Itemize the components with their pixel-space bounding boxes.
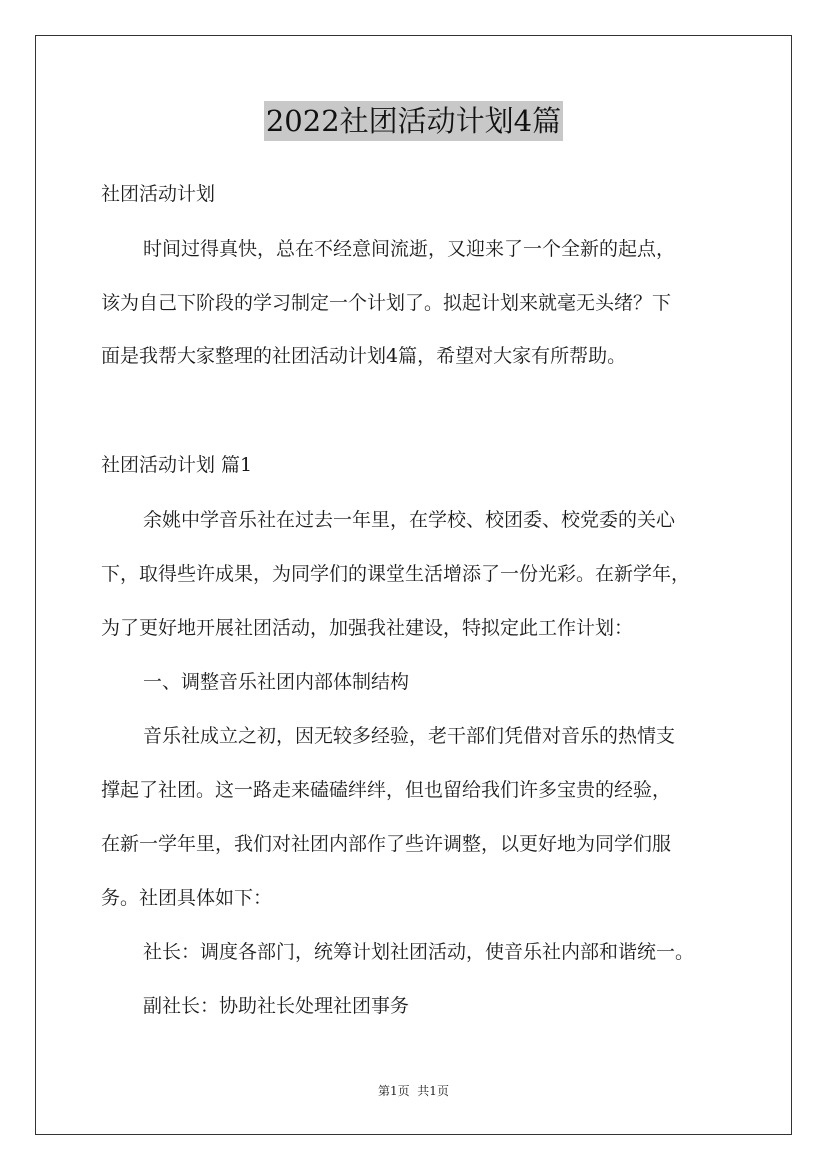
paragraph-line: 时间过得真快，总在不经意间流逝，又迎来了一个全新的起点， bbox=[143, 238, 676, 260]
paragraph-line: 该为自己下阶段的学习制定一个计划了。拟起计划来就毫无头绪？下 bbox=[101, 292, 672, 314]
title-container bbox=[0, 101, 827, 141]
document-title: 2022社团活动计划4篇 bbox=[264, 101, 563, 141]
paragraph-line: 务。社团具体如下： bbox=[101, 887, 273, 909]
section-heading: 社团活动计划 bbox=[101, 183, 216, 205]
subsection-heading: 一、调整音乐社团内部体制结构 bbox=[143, 671, 410, 693]
paragraph-line: 副社长：协助社长处理社团事务 bbox=[143, 995, 410, 1017]
section-heading: 社团活动计划 篇1 bbox=[101, 454, 253, 476]
paragraph-line: 余姚中学音乐社在过去一年里，在学校、校团委、校党委的关心 bbox=[143, 509, 676, 531]
paragraph-line: 面是我帮大家整理的社团活动计划4篇，希望对大家有所帮助。 bbox=[101, 345, 627, 367]
paragraph-line: 下，取得些许成果，为同学们的课堂生活增添了一份光彩。在新学年， bbox=[101, 563, 691, 585]
paragraph-line: 撑起了社团。这一路走来磕磕绊绊，但也留给我们许多宝贵的经验， bbox=[101, 779, 672, 801]
paragraph-line: 在新一学年里，我们对社团内部作了些许调整，以更好地为同学们服 bbox=[101, 833, 672, 855]
paragraph-line: 为了更好地开展社团活动，加强我社建设，特拟定此工作计划： bbox=[101, 617, 634, 639]
paragraph-line: 音乐社成立之初，因无较多经验，老干部们凭借对音乐的热情支 bbox=[143, 725, 676, 747]
paragraph-line: 社长：调度各部门，统筹计划社团活动，使音乐社内部和谐统一。 bbox=[143, 941, 695, 963]
page-footer: 第1页 共1页 bbox=[378, 1084, 449, 1098]
